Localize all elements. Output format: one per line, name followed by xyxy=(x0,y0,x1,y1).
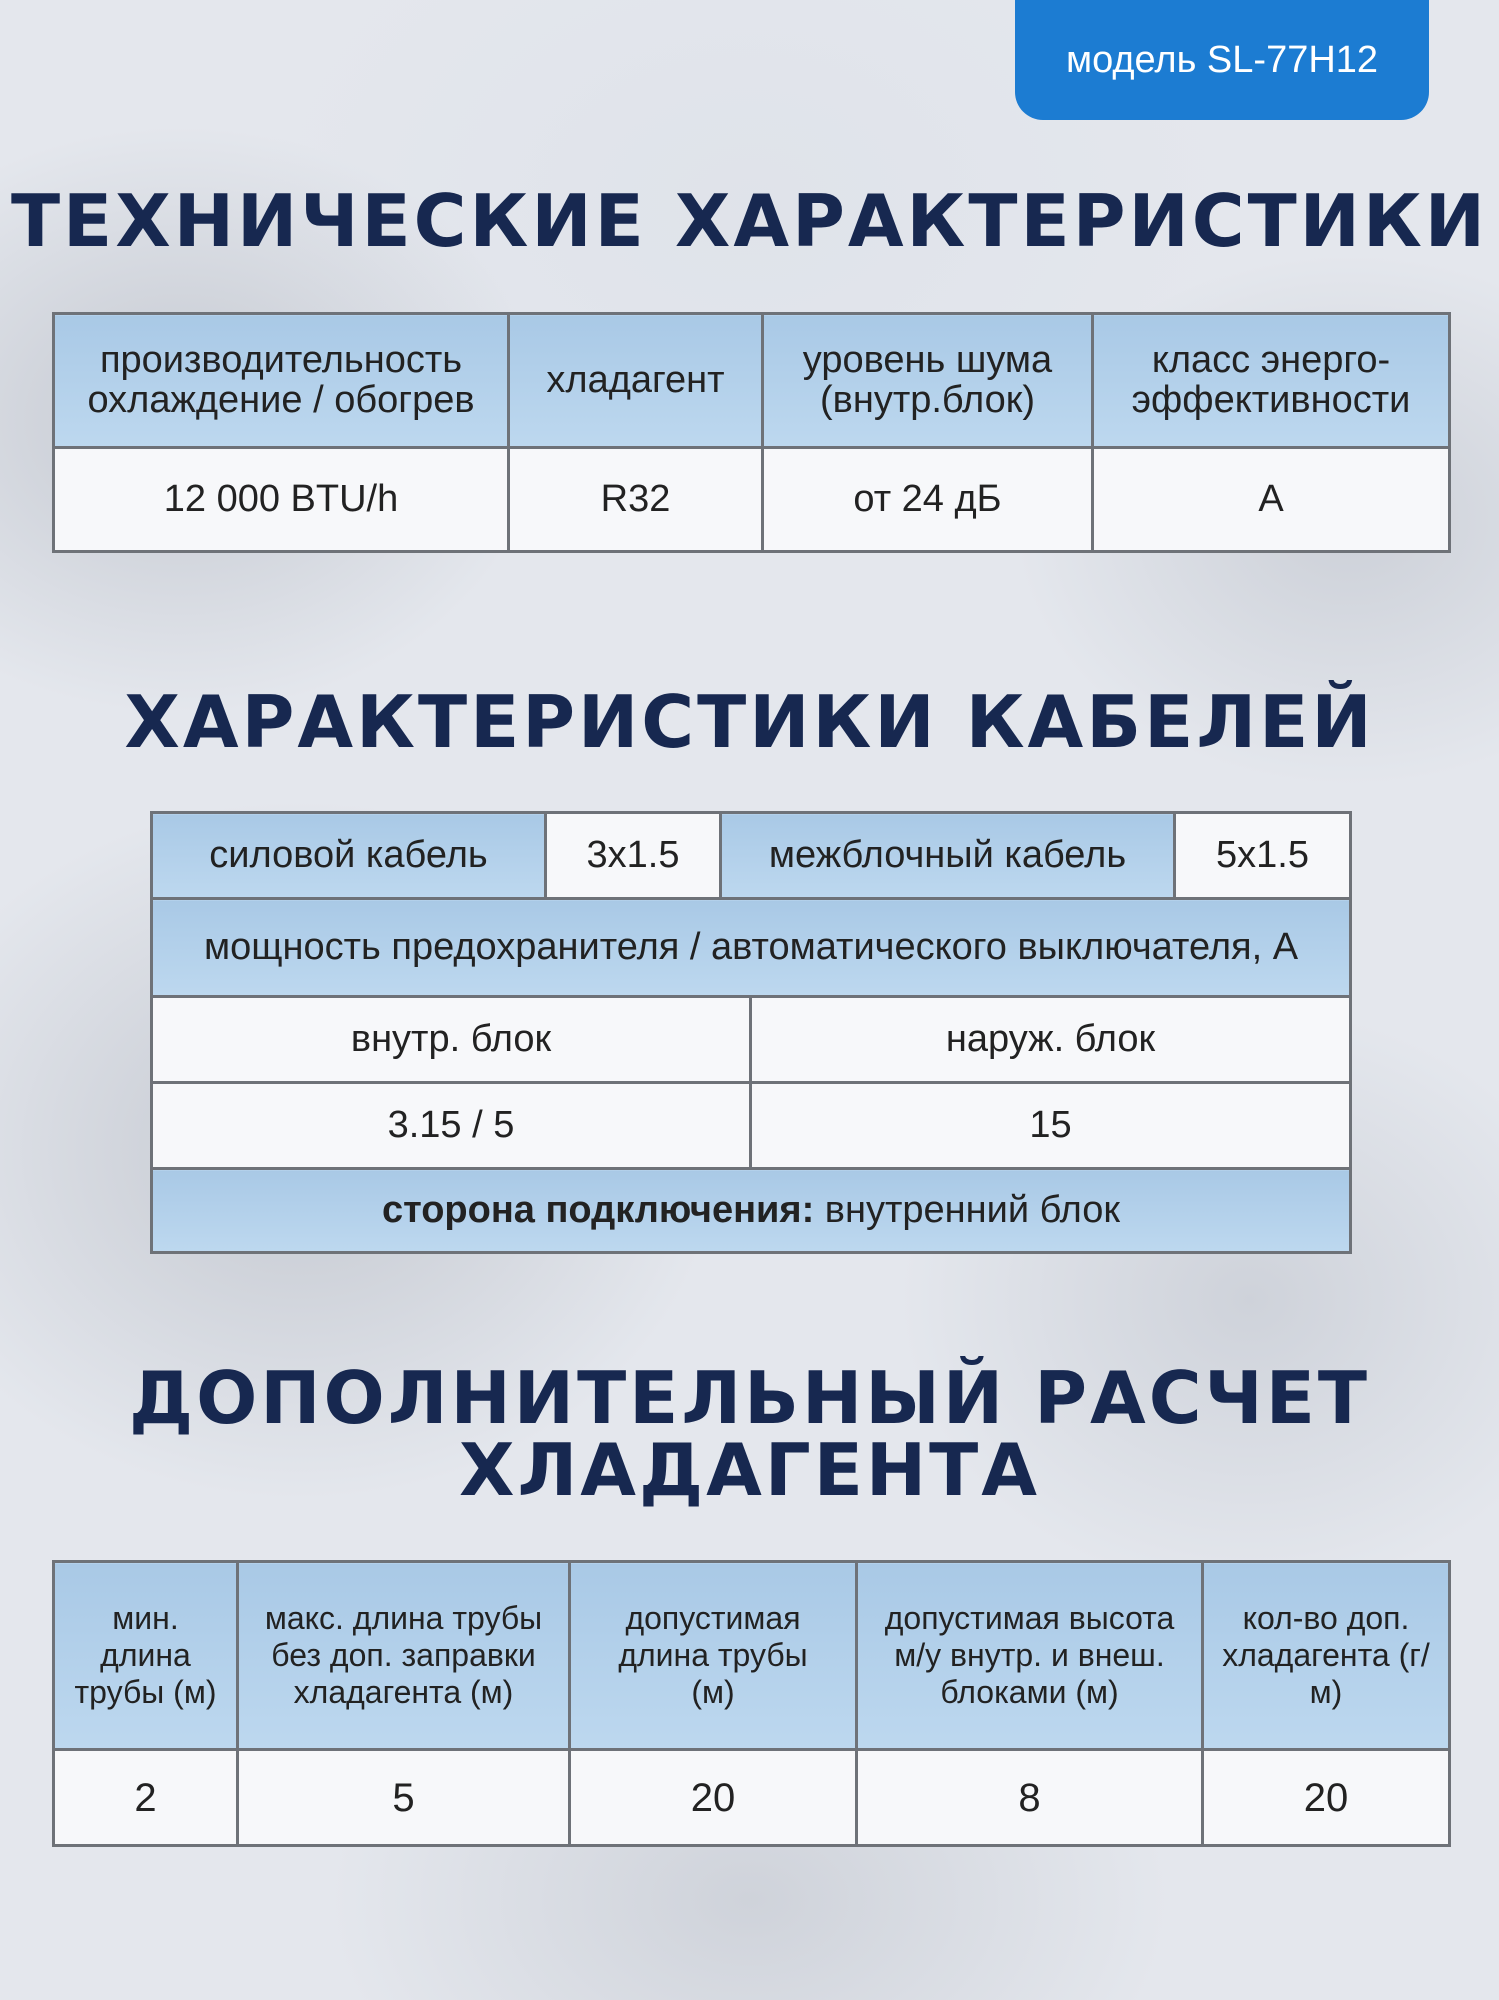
refrigerant-calc-title-line2: ХЛАДАГЕНТА xyxy=(458,1428,1041,1512)
header-refrigerant: хладагент xyxy=(509,314,763,448)
table-row xyxy=(54,448,1450,552)
model-badge-text: модель SL-77H12 xyxy=(1065,38,1379,81)
table-row xyxy=(152,997,1351,1083)
power-cable-value: 3x1.5 xyxy=(546,813,721,899)
interblock-cable-label: межблочный кабель xyxy=(721,813,1175,899)
fuse-rating-label: мощность предохранителя / автоматического выключателя, A xyxy=(152,899,1351,997)
table-row xyxy=(54,1750,1450,1846)
header-capacity: производительность охлаждение / обогрев xyxy=(54,314,509,448)
header-allowed-pipe-length: допустимая длина трубы (м) xyxy=(570,1562,857,1750)
table-row xyxy=(54,314,1450,448)
indoor-unit-value: 3.15 / 5 xyxy=(152,1083,751,1169)
cable-specs-table xyxy=(150,811,1352,1254)
outdoor-unit-value: 15 xyxy=(751,1083,1351,1169)
value-allowed-height: 8 xyxy=(857,1750,1203,1846)
tech-specs-table xyxy=(52,312,1451,553)
model-badge xyxy=(1015,0,1429,120)
table-row xyxy=(152,1169,1351,1253)
connection-side-value: внутренний блок xyxy=(814,1189,1121,1231)
value-energy-class: A xyxy=(1093,448,1450,552)
value-refrigerant: R32 xyxy=(509,448,763,552)
refrigerant-calc-title xyxy=(0,1356,1499,1512)
connection-side-label: сторона подключения: xyxy=(381,1189,815,1231)
indoor-unit-label: внутр. блок xyxy=(152,997,751,1083)
header-max-pipe-no-charge: макс. длина трубы без доп. заправки хладагента (м) xyxy=(238,1562,570,1750)
header-allowed-height: допустимая высота м/у внутр. и внеш. блоками (м) xyxy=(857,1562,1203,1750)
header-noise-level: уровень шума (внутр.блок) xyxy=(763,314,1093,448)
outdoor-unit-label: наруж. блок xyxy=(751,997,1351,1083)
cable-specs-title: ХАРАКТЕРИСТИКИ КАБЕЛЕЙ xyxy=(124,680,1375,764)
value-max-pipe-no-charge: 5 xyxy=(238,1750,570,1846)
table-row xyxy=(152,899,1351,997)
power-cable-label: силовой кабель xyxy=(152,813,546,899)
table-row xyxy=(152,1083,1351,1169)
table-row xyxy=(54,1562,1450,1750)
value-noise-level: от 24 дБ xyxy=(763,448,1093,552)
header-energy-class: класс энерго-эффективности xyxy=(1093,314,1450,448)
connection-side xyxy=(152,1169,1351,1253)
value-capacity: 12 000 BTU/h xyxy=(54,448,509,552)
tech-specs-title: ТЕХНИЧЕСКИЕ ХАРАКТЕРИСТИКИ xyxy=(10,179,1489,263)
refrigerant-calc-title-line1: ДОПОЛНИТЕЛЬНЫЙ РАСЧЕТ xyxy=(128,1356,1371,1440)
value-extra-refrigerant: 20 xyxy=(1203,1750,1450,1846)
value-allowed-pipe-length: 20 xyxy=(570,1750,857,1846)
table-row xyxy=(152,813,1351,899)
refrigerant-calc-table xyxy=(52,1560,1451,1847)
header-extra-refrigerant: кол-во доп. хладагента (г/м) xyxy=(1203,1562,1450,1750)
interblock-cable-value: 5x1.5 xyxy=(1175,813,1351,899)
header-min-pipe-length: мин. длина трубы (м) xyxy=(54,1562,238,1750)
value-min-pipe-length: 2 xyxy=(54,1750,238,1846)
